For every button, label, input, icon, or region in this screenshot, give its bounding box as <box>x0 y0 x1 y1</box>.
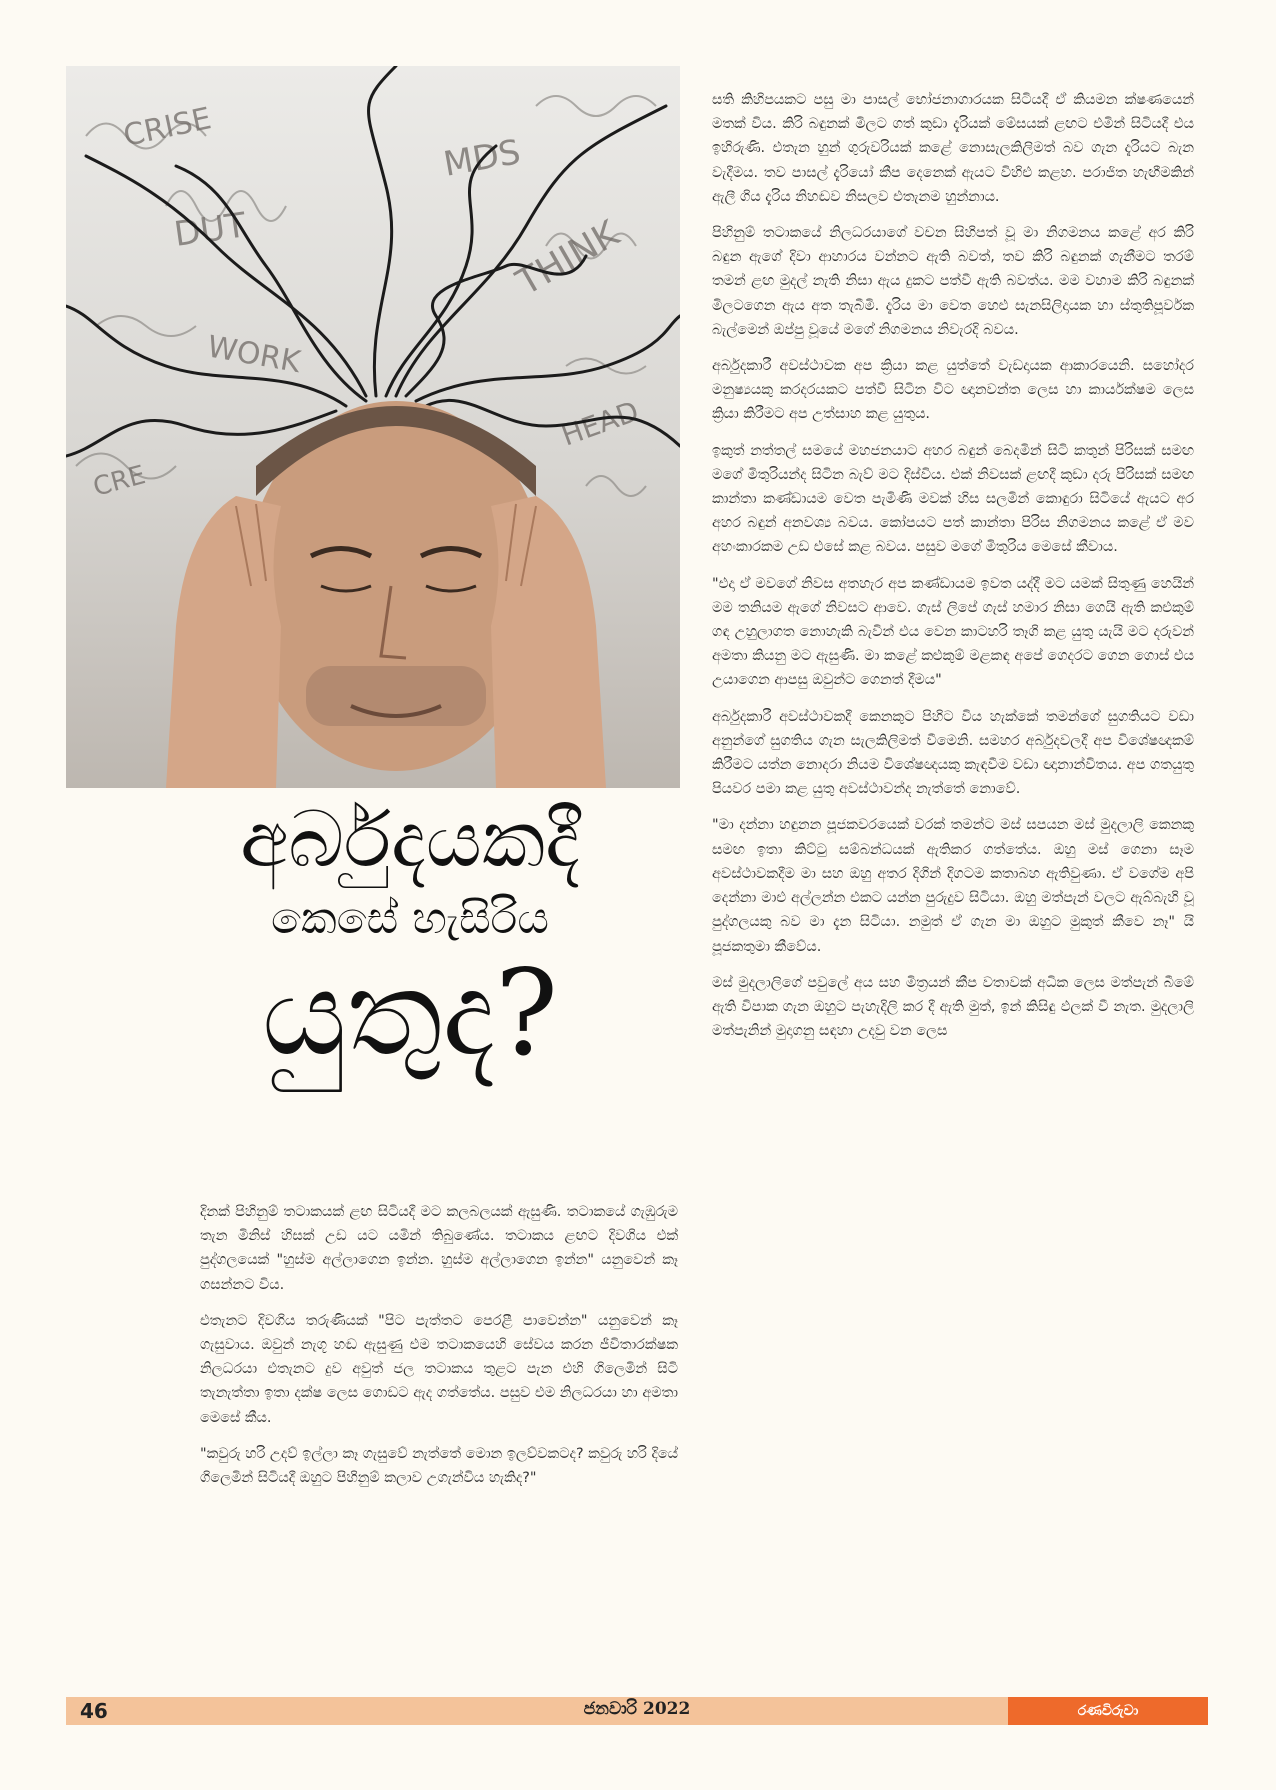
svg-text:HEAD: HEAD <box>557 394 644 453</box>
svg-text:CRISE: CRISE <box>120 101 215 154</box>
title-line-3: යුතුද? <box>261 944 559 1083</box>
title-line-2: කෙසේ හැසිරිය <box>270 892 550 944</box>
paragraph: අර්බුදකාරී අවස්ථාවක අප ක්‍රියා කළ යුත්තේ වැඩදායක ආකාරයෙනි. සහෝදර මනුෂ්‍යයකු කරදරයකට පත්වී සිටින විට ඥානවන්ත ලෙස හා කාර්යක්ෂම ලෙස ක්‍රියා කිරීමට අප උත්සාහ කළ යුතුය. <box>712 358 1194 423</box>
svg-text:WORK: WORK <box>204 329 304 381</box>
issue-date: ජනවාරි 2022 <box>583 1699 691 1719</box>
paragraph: අර්බුදකාරී අවස්ථාවකදී කෙනකුට පිහිට විය හැක්කේ තමන්ගේ සුගතියට වඩා අනුන්ගේ සුගතිය ගැන සැලකිලිමත් වීමෙනි. සමහර අර්බුදවලදී අප විශේෂඥකම් කිරීමට යත්න නොදරා නියම විශේෂඥයකු කැඳවීම වඩා ඥානාන්විතය. අප ගතයුතු පියවර පමා කළ යුතු අවස්ථාවන්ද නැත්තේ නොවේ. <box>712 708 1194 798</box>
page-footer <box>66 1697 1208 1725</box>
paragraph: "කවුරු හරි උදව් ඉල්ලා කෑ ගැසුවේ නැත්තේ මොන ඉලව්වකටද? කවුරු හරි දියේ ගිලෙමින් සිටියදී ඔහුට පිහිනුම් කලාව උගැන්විය හැකිද?" <box>200 1445 678 1487</box>
paragraph: "එදා ඒ මවගේ නිවස අතහැර අප කණ්ඩායම ඉවත යද්දී මට යමක් සිතුණු හෙයින් මම තනියම ඇගේ නිවසට ආවෙ. ගැස් ලිපේ ගැස් හමාර නිසා ගෙයි ඇති කළුකුම් ගඳ උහුලාගත නොහැකි බැවින් එය වෙන කාටහරි තෑගි කළ යුතු යැයි මට දරුවන් අමතා කියනු මට ඇසුණි. මා කළේ කළුකුම් මළකඳ අපේ ගෙදරට ගෙන ගොස් එය උයාගෙන ආපසු ඔවුන්ට ගෙනත් දීමය" <box>712 575 1194 689</box>
paragraph: ඉකුත් නත්තල් සමයේ මහජනයාට අහර බඳුන් බෙදමින් සිටි කතුන් පිරිසක් සමඟ මගේ මිතුරියන්ද සිටින බැව් මට දිස්විය. එක් නිවසක් ළඟදී කුඩා දරු පිරිසක් සමඟ කාන්තා කණ්ඩායම වෙත පැමිණි මවක් හිස සලමින් කොඳුරා සිටියේ ඇයට අර අහර බඳුන් අනවශ්‍ය බවය. කෝපයට පත් කාන්තා පිරිස නිගමනය කළේ ඒ මව අහංකාරකම උඩ එසේ කළ බවය. පසුව මගේ මිතුරිය මෙසේ කීවාය. <box>712 442 1194 556</box>
article-title <box>150 795 670 1083</box>
paragraph: සති කිහිපයකට පසු මා පාසල් භෝජනාගාරයක සිටියදී ඒ කියමන ක්ෂණයෙන් මතක් විය. කිරි බඳුනක් මිලට ගත් කුඩා දැරියක් මේසයක් ළඟට එමින් සිටියදී එය ඉහිරුණි. එතැන හුන් ගුරුවරියක් කළේ නොසැලකිලිමත් බව ගැන දැරියට බැන වැදීමය. තව පාසල් දැරියෝ කීප දෙනෙක් ඇයට විහිළු කළහ. පරාජිත හැඟීමකින් ඇලී ගිය දැරිය නිහඬව නිසලව එතැනම හුන්නාය. <box>712 92 1194 205</box>
paragraph: මස් මුදලාලිගේ පවුලේ අය සහ මිත්‍රයන් කීප වතාවක් අධික ලෙස මත්පැන් බීමේ ඇති විපාක ගැන ඔහුට පැහැදිලි කර දී ඇති මුත්, ඉන් කිසිඳු ඵලක් වී නැත. මුදලාලි මත්පැනින් මුදාගනු සඳහා උදවු වන ලෙස <box>712 974 1194 1040</box>
paragraph: එතැනට දිවගිය තරුණියක් "පිට පැත්තට පෙරළී පාවෙන්න" යනුවෙන් කෑ ගැසුවාය. ඔවුන් නැගූ හඬ ඇසුණු එම තටාකයෙහි සේවය කරන ජීවිතාරක්ෂක නිලධරයා එතැනට දුව අවුත් ජල තටාකය තුළට පැන එහි ගිලෙමින් සිටි තැනැත්තා ඉතා දක්ෂ ලෙස ගොඩට ඇද ගත්තේය. පසුව එම නිලධරයා හා අමතා මෙසේ කීය. <box>200 1312 678 1426</box>
right-text-column <box>712 88 1194 1055</box>
paragraph: "මා දන්නා හඳුනන පූජකවරයෙක් වරක් තමන්ට මස් සපයන මස් මුදලාලි කෙනකු සමඟ ඉතා කිට්ටු සම්බන්ධයක් ඇතිකර ගත්තේය. ඔහු මස් ගෙනා සෑම අවස්ථාවකදීම මා සහ ඔහු අතර දිගින් දිගටම කතාබහ ඇතිවුණා. ඒ වගේම අපි දෙන්නා මාළු අල්ලන්න එකට යන්න පුරුදුව සිටියා. ඔහු මත්පැන් වලට ඇබ්බැහි වූ පුද්ගලයකු බව මා දැන සිටියා. නමුත් ඒ ගැන මා ඔහුට මුකුත් කීවෙ නෑ" යි පූජකතුමා කීවේය. <box>712 817 1194 955</box>
page-number: 46 <box>80 1699 108 1723</box>
headache-man-photo <box>66 66 680 788</box>
svg-text:MDS: MDS <box>440 132 524 185</box>
paragraph: දිනක් පිහිනුම් තටාකයක් ළඟ සිටියදී මට කලබලයක් ඇසුණි. තටාකයේ ගැඹුරුම තැන මිනිස් හිසක් උඩ යට යමින් තිබුණේය. තටාකය ළඟට දිවගිය එක් පුද්ගලයෙක් "හුස්ම අල්ලාගෙන ඉන්න. හුස්ම අල්ලාගෙන ඉන්න" යනුවෙන් කෑ ගසන්නට විය. <box>200 1204 678 1293</box>
paragraph: පිහිනුම් තටාකයේ නිලධරයාගේ වචන සිහිපත් වූ මා නිගමනය කළේ අර කිරි බඳුන ඇගේ දිවා ආහාරය වන්නට ඇති බවත්, තව කිරි බඳුනක් ගැනීමට තරම් තමන් ළඟ මුදල් නැති නිසා ඇය දුකට පත්වී ඇති බවත්ය. මම වහාම කිරි බඳුනක් මිලටගෙන ඇය අත තැබීමි. දැරිය මා වෙත හෙළු සැනසිලිදායක හා ස්තුතිපූර්වක බැල්මෙන් ඔප්පු වූයේ මගේ නිගමනය නිවැරදි බවය. <box>712 225 1194 338</box>
title-line-1: අර්බුදයකදී <box>240 795 580 885</box>
left-text-column <box>200 1200 678 1502</box>
magazine-name: රණවිරුවා <box>1008 1697 1208 1725</box>
svg-text:CRE: CRE <box>90 460 149 503</box>
svg-text:THINK: THINK <box>510 213 626 304</box>
svg-text:DUT: DUT <box>171 205 249 255</box>
